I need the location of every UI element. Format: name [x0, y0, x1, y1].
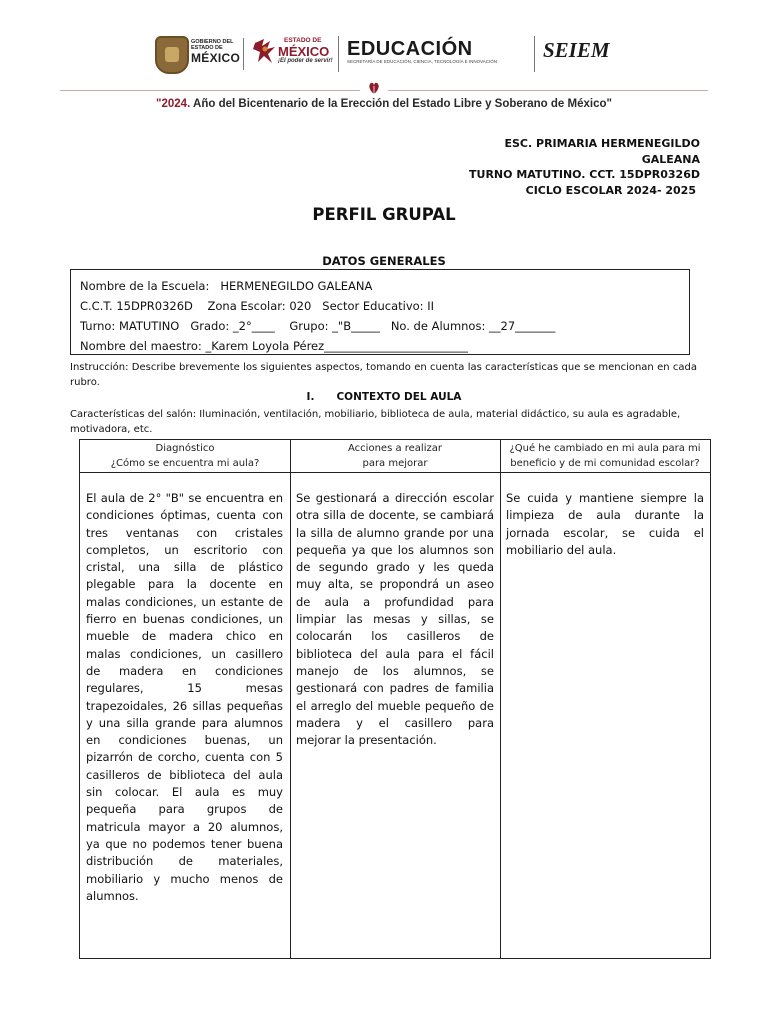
- contexto-aula-table: [79, 439, 711, 959]
- seiem-logo: SEIEM: [543, 38, 610, 62]
- state-seal-logo: [155, 36, 189, 74]
- table-header-cell: ¿Qué he cambiado en mi aula para mi beneficio y de mi comunidad escolar?: [509, 443, 701, 469]
- table-header-cell: Diagnóstico ¿Cómo se encuentra mi aula?: [110, 443, 260, 469]
- edomex-bird-icon: [252, 37, 278, 67]
- edomex-logo-text: ESTADO DE MÉXICO ¡El poder de servir!: [278, 37, 333, 65]
- section-heading: I. CONTEXTO DEL AULA: [306, 391, 462, 403]
- table-header-cell: Acciones a realizar para mejorar: [348, 443, 442, 469]
- gobierno-logo-text: GOBIERNO DEL ESTADO DE MÉXICO: [191, 39, 241, 65]
- diagnostico-column: [80, 440, 291, 958]
- cct-row: C.C.T. 15DPR0326D Zona Escolar: 020 Sector Educativo: II: [80, 299, 434, 313]
- datos-generales-box: [70, 269, 690, 355]
- logo-divider: [338, 36, 339, 72]
- school-turno-line: TURNO MATUTINO. CCT. 15DPR0326D: [469, 168, 700, 181]
- acciones-column: [290, 440, 501, 958]
- school-ciclo-line: CICLO ESCOLAR 2024- 2025: [525, 183, 696, 197]
- school-name-line: ESC. PRIMARIA HERMENEGILDO: [504, 137, 700, 150]
- logo-divider: [534, 36, 535, 72]
- school-info: [420, 136, 700, 198]
- motto-line: "2024. Año del Bicentenario de la Erección del Estado Libre y Soberano de México": [156, 98, 612, 110]
- table-cell-cambios: Se cuida y mantiene siempre la limpieza de aula durante la jornada escolar, se cuida el mobiliario del aula.: [506, 491, 704, 557]
- header-rule: [388, 90, 708, 91]
- educacion-logo-subtitle: SECRETARÍA DE EDUCACIÓN, CIENCIA, TECNOLOGÍA E INNOVACIÓN: [347, 59, 498, 64]
- school-name-line: GALEANA: [641, 152, 700, 166]
- turno-row: Turno: MATUTINO Grado: _2°____ Grupo: _"B_____ No. de Alumnos: __27_______: [80, 319, 556, 333]
- page-title: PERFIL GRUPAL: [312, 205, 456, 224]
- cambios-column: [500, 440, 710, 958]
- caracteristicas-text: Características del salón: Iluminación, ventilación, mobiliario, biblioteca de aula, material didáctico, su aula es agradable, motivadora, etc.: [70, 409, 681, 435]
- flower-ornament-icon: [366, 80, 382, 96]
- table-cell-acciones: Se gestionará a dirección escolar otra silla de docente, se cambiará la silla de alumno grande por una pequeña ya que los alumnos son de segundo grado y les queda muy alta, se propondrá un aseo de aula a profundidad para limpiar las mesas y sillas, se colocarán los casilleros de biblioteca del aula para el fácil manejo de los alumnos, se gestionará con padres de familia el arreglo del mueble pequeño de madera y el casillero para mejorar la presentación.: [296, 491, 494, 748]
- logo-divider: [243, 38, 244, 70]
- maestro-row: Nombre del maestro: _Karem Loyola Pérez_________________________: [80, 339, 468, 353]
- educacion-logo-title: EDUCACIÓN: [347, 38, 473, 60]
- escuela-row: Nombre de la Escuela: HERMENEGILDO GALEANA: [80, 279, 373, 293]
- table-cell-diagnostico: El aula de 2° "B" se encuentra en condiciones óptimas, cuenta con tres ventanas con cristales completos, un escritorio con cristal, una silla de plástico plegable para la docente en malas condiciones, un estante de fierro en buenas condiciones, un mueble de madera chico en malas condiciones, un casillero de madera en condiciones regulares, 15 mesas trapezoidales, 26 sillas pequeñas y una silla grande para alumnos en condiciones buenas, un pizarrón de corcho, cuenta con 5 casilleros de biblioteca del aula sin colocar. El aula es muy pequeña para grupos de matricula mayor a 20 alumnos, ya que no podemos tener buena distribución de materiales, mobiliario y mucho menos de alumnos.: [86, 491, 283, 903]
- instruction-text: Instrucción: Describe brevemente los siguientes aspectos, tomando en cuenta las características que se mencionan en cada rubro.: [70, 362, 697, 388]
- header-rule: [60, 90, 360, 91]
- datos-generales-title: DATOS GENERALES: [322, 254, 446, 268]
